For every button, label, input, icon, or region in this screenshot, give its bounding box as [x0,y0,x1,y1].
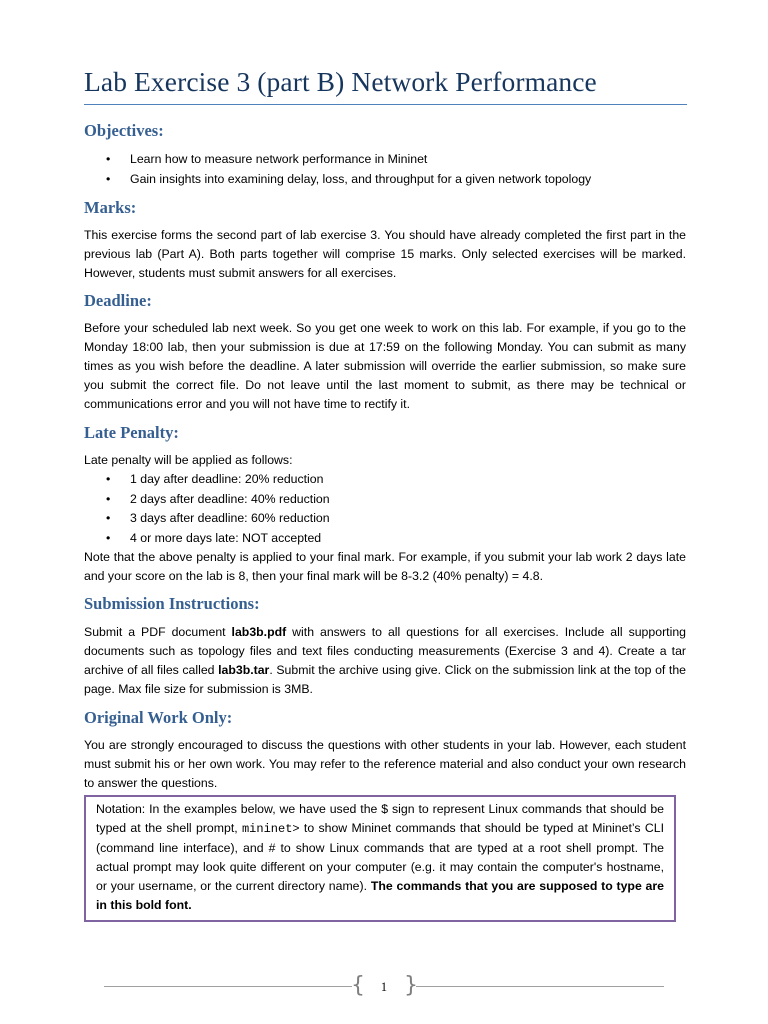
deadline-heading: Deadline: [84,291,152,310]
original-work-heading: Original Work Only: [84,708,233,727]
bullet-icon: • [106,152,111,166]
filename-tar: lab3b.tar [218,663,270,678]
bullet-icon: • [106,171,111,186]
deadline-paragraph: Before your scheduled lab next week. So you get one week to work on this lab. For example, if you go to the Monday 18:00 lab, then your submission is due at 17:59 on the following Monday. You can submit as many times as you wish before the deadline. A later submission will override the earlier submission, so make sure you submit the correct file. Do not leave until the last moment to submit, as there may be technical or communications error and you will not have time to rectify it. [84,321,686,412]
bullet-icon: • [106,491,111,506]
left-brace-icon: { [351,973,365,998]
list-item: • Gain insights into examining delay, loss, and throughput for a given network topology [84,170,591,190]
bullet-icon: • [106,511,111,525]
filename-pdf: lab3b.pdf [231,625,287,639]
list-item: • Learn how to measure network performance in Mininet [84,150,591,170]
page-number: 1 [380,980,388,994]
list-item: • 1 day after deadline: 20% reduction [84,470,330,490]
right-brace-icon: } [404,973,418,998]
late-penalty-list [84,470,330,548]
submission-heading: Submission Instructions: [84,594,260,613]
title-underline [84,104,687,105]
submission-paragraph: Submit a PDF document lab3b.pdf with answers to all questions for all exercises. Include all supporting documents such as topology files and text files conducting measurements (Exercise 3 and 4). Create a tar archive of all files called lab3b.tar. Submit the archive using give. Click on the submission link at the top of the page. Max file size for submission is 3MB. [84,625,686,697]
late-penalty-heading: Late Penalty: [84,423,179,442]
bold-font-sample: The commands that you are supposed to type are in this bold font. [96,879,665,913]
objectives-list [84,150,591,189]
late-penalty-note: Note that the above penalty is applied to your final mark. For example, if you submit your lab work 2 days late and your score on the lab is 8, then your final mark will be 8-3.2 (40% penalty) = 4.8. [84,550,686,584]
marks-heading: Marks: [84,198,137,217]
list-item: • 2 days after deadline: 40% reduction [84,490,330,510]
bullet-icon: • [106,530,111,545]
bullet-icon: • [106,472,111,486]
mininet-prompt-code: mininet> [241,822,300,837]
notation-box: Notation: In the examples below, we have used the $ sign to represent Linux commands that should be typed at the shell prompt, mininet> to show Mininet commands that should be typed at Mininet’s CLI (command line interface), and # to show Linux commands that are typed at a root shell prompt. The actual prompt may look quite different on your computer (e.g. it may contain the computer's hostname, or your username, or the current directory name). The commands that you are supposed to type are in this bold font. [84,795,676,922]
original-work-paragraph: You are strongly encouraged to discuss the questions with other students in your lab. However, each student must submit his or her own work. You may refer to the reference material and also conduct your own research to answer the questions. [84,738,686,791]
list-item: • 3 days after deadline: 60% reduction [84,509,330,529]
late-penalty-intro: Late penalty will be applied as follows: [84,453,293,467]
document-title: Lab Exercise 3 (part B) Network Performance [84,66,597,97]
footer-rule-right [416,986,664,987]
marks-paragraph: This exercise forms the second part of lab exercise 3. You should have already completed the first part in the previous lab (Part A). Both parts together will comprise 15 marks. Only selected exercises will be marked. However, students must submit answers for all exercises. [84,228,686,281]
footer-rule-left [104,986,352,987]
objectives-heading: Objectives: [84,121,164,140]
list-item: • 4 or more days late: NOT accepted [84,529,330,549]
